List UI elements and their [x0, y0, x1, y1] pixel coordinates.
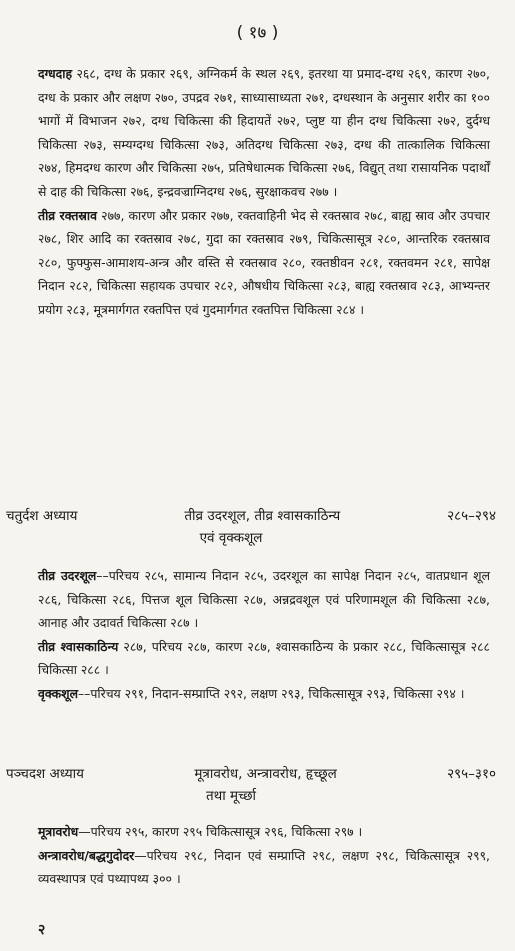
chapter-15-heading — [6, 764, 496, 804]
text-mutravarodh: —परिचय २९५, कारण २९५ चिकित्सासूत्र २९६, चिकित्सा २९७ । — [78, 824, 363, 839]
chapter-15-name: मूत्रावरोध, अन्त्रावरोध, हृच्छूल — [194, 766, 337, 782]
text-raktasrav: २७७, कारण और प्रकार २७७, रक्तवाहिनी भेद से रक्तस्राव २७८, बाह्य स्राव और उपचार २७८, शिर आदि का रक्तस्राव २७८, गुदा का रक्तस्राव २७९, चिकित्सासूत्र २८०, आन्तरिक रक्तस्राव २८०, फुफ्फुस-आमाशय-अन्त्र और वस्ति से रक्तस्राव २८०, रक्तष्ठीवन २८१, रक्तवमन २८१, सापेक्ष निदान २८२, चिकित्सा सहायक उपचार २८२, औषधीय चिकित्सा २८३, बाह्य रक्तस्राव २८३, आभ्यन्तर प्रयोग २८३, मूत्रमार्गगत रक्तपित्त एवं गुदमार्गगत रक्तपित्त चिकित्सा २८४ । — [38, 207, 490, 317]
text-vrikkashool: ––परिचय २९१, निदान-सम्प्राप्ति २९२, लक्षण २९३, चिकित्सासूत्र २९३, चिकित्सा २९४ । — [77, 685, 465, 701]
heading-raktasrav: तीव्र रक्तस्राव — [38, 207, 98, 223]
section-abdominal-respiratory — [38, 564, 490, 706]
footer-signature-mark: २ — [38, 922, 46, 938]
section-burns-haemorrhage — [38, 62, 490, 322]
text-udarshool: ––परिचय २८५, सामान्य निदान २८५, उदरशूल का सापेक्ष निदान २८५, वातप्रधान शूल २८६, चिकित्सा २८६, पित्तज शूल चिकित्सा २८७, अन्नद्रवशूल एवं परिणामशूल की चिकित्सा २८७, आनाह और उदावर्त चिकित्सा २८७ । — [38, 568, 490, 631]
chapter-14-heading — [6, 506, 496, 546]
text-shvaskathinya: २८७, परिचय २८७, कारण २८७, श्वासकाठिन्य के प्रकार २८८, चिकित्सासूत्र २८८ चिकित्सा २८८ । — [38, 638, 490, 678]
text-dagdhadah: २६८, दग्ध के प्रकार २६९, अग्निकर्म के स्थल २६९, इतरथा या प्रमाद-दग्ध २६९, कारण २७०, दग्ध के प्रकार और लक्षण २७०, उपद्रव २७१, साध्यासाध्यता २७१, दग्धस्थान के अनुसार शरीर का १०० भागों में विभाजन २७२, दग्ध चिकित्सा की हिदायतें २७२, प्लुष्ट या हीन दग्ध चिकित्सा २७२, दुर्दग्ध चिकित्सा २७३, सम्यग्दग्ध चिकित्सा २७३, अतिदग्ध चिकित्सा २७३, दग्ध की तात्कालिक चिकित्सा २७४, हिमदग्ध कारण और चिकित्सा २७५, प्रतिषेधात्मक चिकित्सा २७६, विद्युत् तथा रासायनिक पदार्थों से दाह की चिकित्सा २७६, इन्द्रवज्राग्निदग्ध २७६, सुरक्षाकवच २७७ । — [38, 66, 490, 199]
heading-shvaskathinya: तीव्र श्वासकाठिन्य — [38, 638, 119, 654]
chapter-14-label: चतुर्दश अध्याय — [6, 508, 78, 524]
page-number: ( १७ ) — [236, 23, 279, 43]
chapter-14-name: तीव्र उदरशूल, तीव्र श्वासकाठिन्य — [184, 508, 341, 524]
heading-vrikkashool: वृक्कशूल — [38, 685, 78, 701]
chapter-15-label: पञ्चदश अध्याय — [6, 766, 85, 782]
chapter-14-pages: २८५–२९४ — [447, 508, 496, 524]
section-urinary-intestinal — [38, 820, 490, 891]
heading-dagdhadah: दग्धदाह — [38, 66, 73, 81]
heading-antravarodh: अन्त्रावरोध/बद्धगुदोदर — [38, 847, 135, 863]
heading-mutravarodh: मूत्रावरोध — [38, 824, 79, 839]
chapter-15-name-cont: तथा मूर्च्छा — [205, 788, 257, 804]
chapter-15-pages: २९५–३१० — [447, 766, 496, 782]
heading-udarshool: तीव्र उदरशूल — [38, 568, 97, 583]
text-antravarodh: —परिचय २९८, निदान एवं सम्प्राप्ति २९८, लक्षण २९८, चिकित्सासूत्र २९९, व्यवस्थापत्र एवं पथ्यापथ्य ३०० । — [38, 847, 490, 887]
chapter-14-name-cont: एवं वृक्कशूल — [199, 530, 263, 546]
